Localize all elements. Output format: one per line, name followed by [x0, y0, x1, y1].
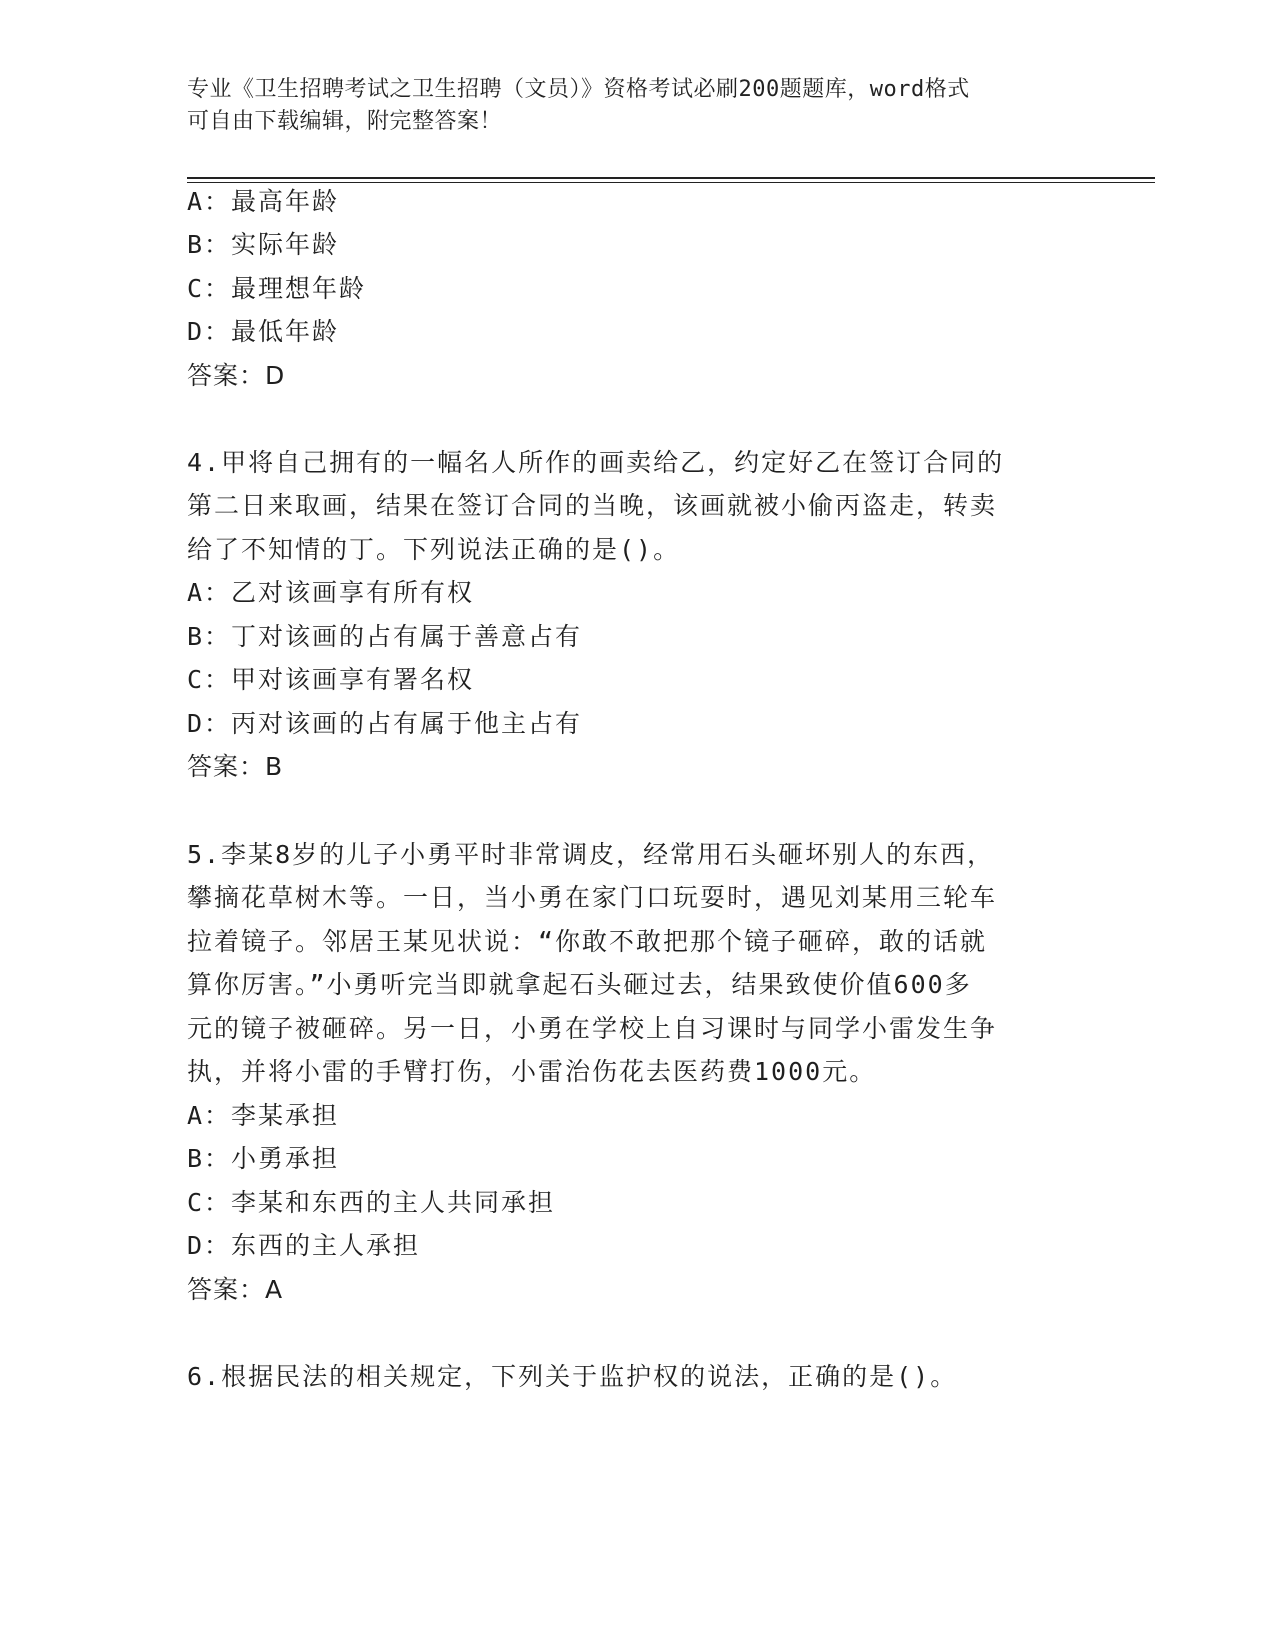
q3-option-d: D：最低年龄: [187, 317, 340, 346]
q4-option-a: A：乙对该画享有所有权: [187, 578, 475, 607]
q4-option-c: C：甲对该画享有署名权: [187, 665, 475, 694]
header-line-1: 专业《卫生招聘考试之卫生招聘（文员）》资格考试必刷200题题库，word格式: [187, 77, 970, 102]
q4-option-b: B：丁对该画的占有属于善意占有: [187, 622, 583, 651]
q4-stem-line-2: 第二日来取画，结果在签订合同的当晚，该画就被小偷丙盗走，转卖: [187, 491, 998, 520]
header-divider-thin: [187, 182, 1155, 183]
q3-answer: 答案：D: [187, 361, 286, 390]
q6-stem-line-1: 6.根据民法的相关规定，下列关于监护权的说法，正确的是()。: [187, 1362, 958, 1391]
q4-stem-line-1: 4.甲将自己拥有的一幅名人所作的画卖给乙，约定好乙在签订合同的: [187, 448, 1005, 477]
q5-option-a: A：李某承担: [187, 1101, 340, 1130]
q5-answer: 答案：A: [187, 1275, 284, 1304]
q3-option-a: A：最高年龄: [187, 187, 340, 216]
q5-option-d: D：东西的主人承担: [187, 1231, 421, 1260]
q3-option-c: C：最理想年龄: [187, 274, 367, 303]
header-line-2: 可自由下载编辑，附完整答案！: [187, 109, 503, 134]
q5-stem-line-4: 算你厉害。”小勇听完当即就拿起石头砸过去，结果致使价值600多: [187, 970, 972, 999]
header-divider-thick: [187, 177, 1155, 179]
q3-option-b: B：实际年龄: [187, 230, 340, 259]
q4-stem-line-3: 给了不知情的丁。下列说法正确的是()。: [187, 535, 681, 564]
q5-stem-line-6: 执，并将小雷的手臂打伤，小雷治伤花去医药费1000元。: [187, 1057, 877, 1086]
q5-stem-line-5: 元的镜子被砸碎。另一日，小勇在学校上自习课时与同学小雷发生争: [187, 1014, 998, 1043]
q4-answer: 答案：B: [187, 752, 284, 781]
q4-option-d: D：丙对该画的占有属于他主占有: [187, 709, 583, 738]
q5-stem-line-2: 攀摘花草树木等。一日，当小勇在家门口玩耍时，遇见刘某用三轮车: [187, 883, 998, 912]
q5-option-c: C：李某和东西的主人共同承担: [187, 1188, 556, 1217]
document-header: [187, 74, 1067, 138]
q5-stem-line-1: 5.李某8岁的儿子小勇平时非常调皮，经常用石头砸坏别人的东西，: [187, 840, 995, 869]
q5-option-b: B：小勇承担: [187, 1144, 340, 1173]
q5-stem-line-3: 拉着镜子。邻居王某见状说：“你敢不敢把那个镜子砸碎，敢的话就: [187, 927, 988, 956]
